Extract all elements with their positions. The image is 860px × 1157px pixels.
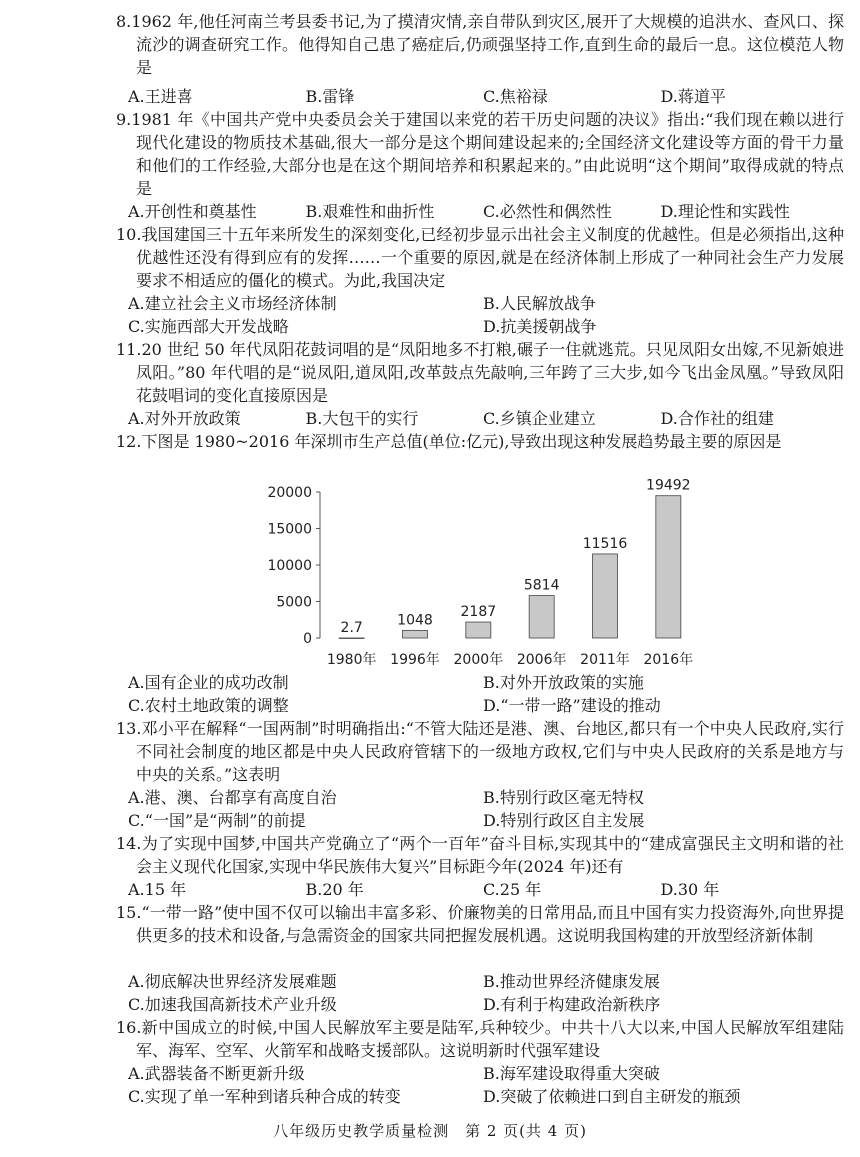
option-c: C.25 年 <box>483 880 542 899</box>
question-9-options <box>128 200 838 223</box>
question-8-stem: 8.1962 年,他任河南兰考县委书记,为了摸清灾情,亲自带队到灾区,展开了大规模的追洪水、查风口、探流沙的调查研究工作。他得知自己患了癌症后,仍顽强坚持工作,直到生命的最后一息。这位模范人物是 <box>116 12 844 77</box>
bar <box>403 630 428 638</box>
y-tick-label: 15000 <box>267 521 312 538</box>
y-tick-label: 0 <box>303 631 312 647</box>
x-tick-label: 2016年 <box>643 652 694 668</box>
question-10-stem: 10.我国建国三十五年来所发生的深刻变化,已经初步显示出社会主义制度的优越性。但是必须指出,这种优越性还没有得到应有的发挥……一个重要的原因,就是在经济体制上形成了一种同社会生产力发展要求不相适应的僵化的模式。为此,我国决定 <box>116 225 844 290</box>
option-b: B.大包干的实行 <box>305 409 419 428</box>
x-tick-label: 1996年 <box>390 652 440 668</box>
option-c: C.实施西部大开发战略 <box>128 317 289 336</box>
y-tick-label: 10000 <box>267 558 312 574</box>
option-a: A.开创性和奠基性 <box>128 202 257 221</box>
question-10-options <box>128 292 838 338</box>
option-a: A.王进喜 <box>128 87 193 106</box>
option-a: A.对外开放政策 <box>128 409 241 428</box>
y-tick-label: 5000 <box>276 594 312 611</box>
option-b: B.艰难性和曲折性 <box>305 202 435 221</box>
option-c: C.农村土地政策的调整 <box>128 696 289 715</box>
option-d: D.特别行政区自主发展 <box>483 811 645 830</box>
gdp-bar-chart <box>250 472 710 672</box>
bar <box>339 638 364 639</box>
x-tick-label: 2011年 <box>580 652 630 668</box>
option-d: D.“一带一路”建设的推动 <box>483 696 661 715</box>
option-a: A.15 年 <box>128 880 187 899</box>
question-9-stem: 9.1981 年《中国共产党中央委员会关于建国以来党的若干历史问题的决议》指出:“我们现在赖以进行现代化建设的物质技术基础,很大一部分是这个期间建设起来的;全国经济文化建设等方面的骨干力量和他们的工作经验,大部分也是在这个期间培养和积累起来的。”由此说明“这个期间”取得成就的特点是 <box>116 110 844 198</box>
option-b: B.对外开放政策的实施 <box>483 673 644 692</box>
bar <box>656 496 681 638</box>
data-label: 19492 <box>646 477 691 494</box>
option-a: A.国有企业的成功改制 <box>128 673 289 692</box>
question-11-stem: 11.20 世纪 50 年代凤阳花鼓词唱的是“凤阳地多不打粮,碾子一住就逃荒。只见凤阳女出嫁,不见新娘进凤阳。”80 年代唱的是“说凤阳,道凤阳,改革鼓点先敲响,三年跨了三大步,如今飞出金凤凰。”导致凤阳花鼓唱词的变化直接原因是 <box>116 340 844 405</box>
data-label: 2.7 <box>340 619 363 636</box>
option-d: D.合作社的组建 <box>660 409 774 428</box>
option-b: B.20 年 <box>305 880 364 899</box>
option-c: C.焦裕禄 <box>483 87 548 106</box>
question-8-options <box>128 85 838 108</box>
option-a: A.武器装备不断更新升级 <box>128 1064 305 1083</box>
question-15-stem: 15.“一带一路”使中国不仅可以输出丰富多彩、价廉物美的日常用品,而且中国有实力投资海外,向世界提供更多的技术和设备,与急需资金的国家共同把握发展机遇。这说明我国构建的开放型经济新体制 <box>116 903 844 945</box>
question-16-options <box>128 1062 838 1108</box>
option-b: B.推动世界经济健康发展 <box>483 972 660 991</box>
option-b: B.海军建设取得重大突破 <box>483 1064 660 1083</box>
option-c: C.必然性和偶然性 <box>483 202 612 221</box>
option-a: A.建立社会主义市场经济体制 <box>128 294 337 313</box>
y-tick-label: 20000 <box>267 485 312 501</box>
option-a: A.港、澳、台都享有高度自治 <box>128 788 337 807</box>
option-c: C.实现了单一军种到诸兵种合成的转变 <box>128 1087 401 1106</box>
option-b: B.人民解放战争 <box>483 294 596 313</box>
bar <box>466 622 491 638</box>
x-tick-label: 2006年 <box>516 652 567 668</box>
option-c: C.“一国”是“两制”的前提 <box>128 811 306 830</box>
x-tick-label: 1980年 <box>326 652 377 668</box>
question-14-stem: 14.为了实现中国梦,中国共产党确立了“两个一百年”奋斗目标,实现其中的“建成富强民主文明和谐的社会主义现代化国家,实现中华民族伟大复兴”目标距今年(2024 年)还有 <box>116 834 844 876</box>
option-d: D.突破了依赖进口到自主研发的瓶颈 <box>483 1087 741 1106</box>
question-16-stem: 16.新中国成立的时候,中国人民解放军主要是陆军,兵种较少。中共十八大以来,中国人民解放军组建陆军、海军、空军、火箭军和战略支援部队。这说明新时代强军建设 <box>116 1018 844 1060</box>
question-12-options <box>128 671 838 717</box>
data-label: 1048 <box>397 612 433 629</box>
data-label: 2187 <box>460 604 497 621</box>
option-b: B.雷锋 <box>305 87 355 106</box>
x-tick-label: 2000年 <box>453 652 504 668</box>
question-13-stem: 13.邓小平在解释“一国两制”时明确指出:“不管大陆还是港、澳、台地区,都只有一个中央人民政府,实行不同社会制度的地区都是中央人民政府管辖下的一级地方政权,它们与中央人民政府的关系是地方与中央的关系。”这表明 <box>116 719 844 784</box>
data-label: 11516 <box>582 535 628 552</box>
option-d: D.理论性和实践性 <box>660 202 790 221</box>
bar <box>529 596 554 638</box>
option-d: D.30 年 <box>660 880 720 899</box>
question-15-options <box>128 970 838 1016</box>
option-c: C.加速我国高新技术产业升级 <box>128 995 337 1014</box>
question-13-options <box>128 786 838 832</box>
option-d: D.蒋道平 <box>660 87 726 106</box>
question-12-stem: 12.下图是 1980~2016 年深圳市生产总值(单位:亿元),导致出现这种发展趋势最主要的原因是 <box>116 432 782 451</box>
bar <box>593 554 618 638</box>
question-14-options <box>128 878 838 901</box>
page-footer: 八年级历史教学质量检测 第 2 页(共 4 页) <box>273 1122 587 1140</box>
option-b: B.特别行政区毫无特权 <box>483 788 644 807</box>
question-11-options <box>128 407 838 430</box>
option-d: D.抗美援朝战争 <box>483 317 597 336</box>
option-a: A.彻底解决世界经济发展难题 <box>128 972 337 991</box>
data-label: 5814 <box>523 577 560 594</box>
option-c: C.乡镇企业建立 <box>483 409 596 428</box>
option-d: D.有利于构建政治新秩序 <box>483 995 661 1014</box>
